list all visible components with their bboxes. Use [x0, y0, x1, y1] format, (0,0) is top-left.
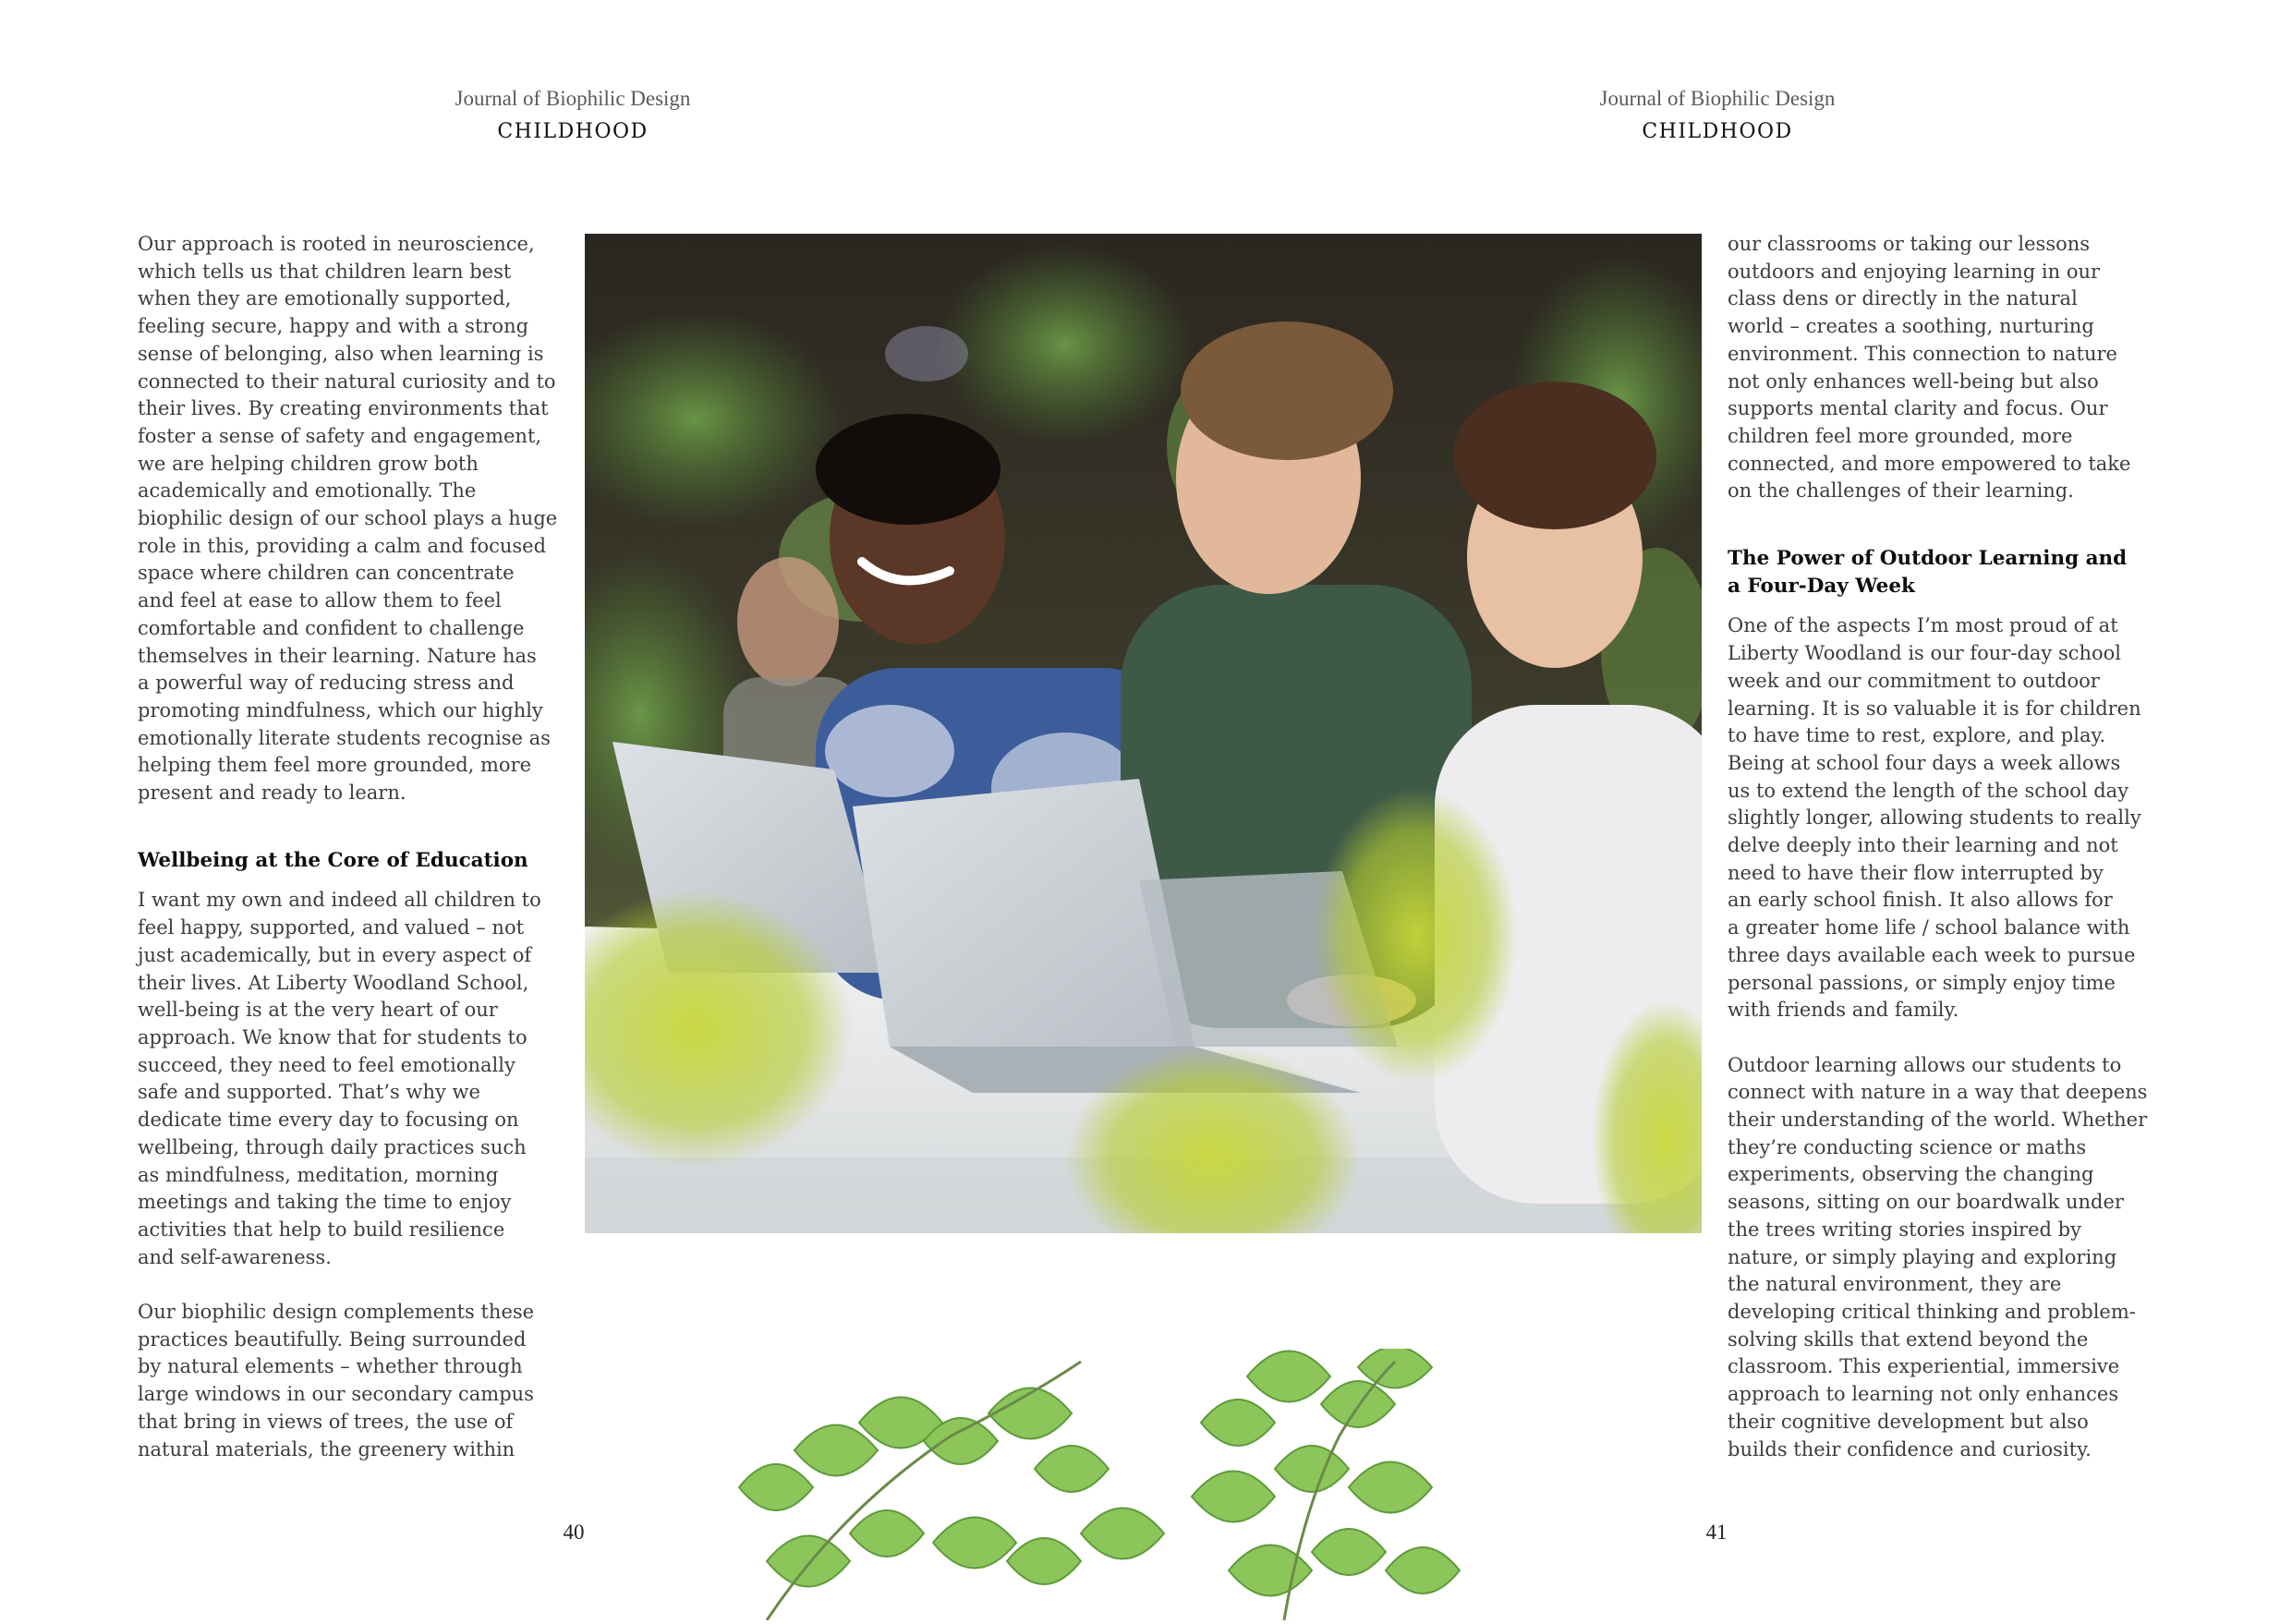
subheading: Wellbeing at the Core of Education [138, 848, 528, 872]
page-number-right: 41 [1705, 1521, 1728, 1544]
students-with-laptops-photo [585, 234, 1702, 1233]
running-header-left [314, 85, 831, 143]
subheading: The Power of Outdoor Learning and a Four-Day Week [1728, 547, 2128, 598]
body-paragraph: Outdoor learning allows our students to connect with nature in a way that deepens their understanding of the world. Whether they’re conducting science or maths experiments, observing the changing seasons, sitting on our boardwalk under the trees writing stories inspired by nature, or simply playing and exploring the natural environment, they are developing critical thinking and problem- solving skills that extend beyond the classroom. This experiential, immersive approach to learning not only enhances their cognitive development but also builds their confidence and curiosity. [1728, 1053, 2148, 1460]
journal-title: Journal of Biophilic Design [1599, 87, 1836, 110]
body-paragraph: One of the aspects I’m most proud of at Liberty Woodland is our four-day school week and our commitment to outdoor learning. It is so valuable it is for children to have time to rest, explore, and play. Being at school four days a week allows us to extend the length of the school day slightly longer, allowing students to really delve deeply into their learning and not need to have their flow interrupted by an early school finish. It also allows for a greater home life / school balance with three days available each week to pursue personal passions, or simply enjoy time with friends and family. [1728, 614, 2141, 1022]
body-paragraph: Our approach is rooted in neuroscience, which tells us that children learn best when they are emotionally supported, feeling secure, happy and with a strong sense of belonging, also when learning is connected to their natural curiosity and to their lives. By creating environments that foster a sense of safety and engagement, we are helping children grow both academically and emotionally. The biophilic design of our school plays a huge role in this, providing a calm and focused space where children can concentrate and feel at ease to allow them to feel comfortable and confident to challenge themselves in their learning. Nature has a powerful way of reducing stress and promoting mindfulness, which our highly emotionally literate students recognise as helping them feel more grounded, more present and ready to learn. [138, 233, 558, 805]
green-leaves-illustration [711, 1349, 1497, 1620]
section-title: CHILDHOOD [497, 120, 649, 143]
journal-title: Journal of Biophilic Design [455, 87, 691, 110]
body-paragraph: our classrooms or taking our lessons outdoors and enjoying learning in our class dens or directly in the natural world – creates a soothing, nurturing environment. This connection to nature not only enhances well-being but also supports mental clarity and focus. Our children feel more grounded, more connected, and more empowered to take on the challenges of their learning. [1728, 233, 2131, 503]
running-header-right [1459, 85, 1976, 143]
page-number-left: 40 [563, 1521, 585, 1544]
body-paragraph: Our biophilic design complements these practices beautifully. Being surrounded by natural elements – whether through large windows in our secondary campus that bring in views of trees, the use of natural materials, the greenery within [138, 1301, 535, 1460]
right-text-column [1728, 231, 2171, 1463]
left-text-column [138, 231, 572, 1463]
section-title: CHILDHOOD [1642, 120, 1793, 143]
body-paragraph: I want my own and indeed all children to feel happy, supported, and valued – not just academically, but in every aspect of their lives. At Liberty Woodland School, well-being is at the very heart of our approach. We know that for students to succeed, they need to feel emotionally safe and supported. That’s why we dedicate time every day to focusing on wellbeing, through daily practices such as mindfulness, meditation, morning meetings and taking the time to enjoy activities that help to build resilience and self-awareness. [138, 889, 541, 1268]
